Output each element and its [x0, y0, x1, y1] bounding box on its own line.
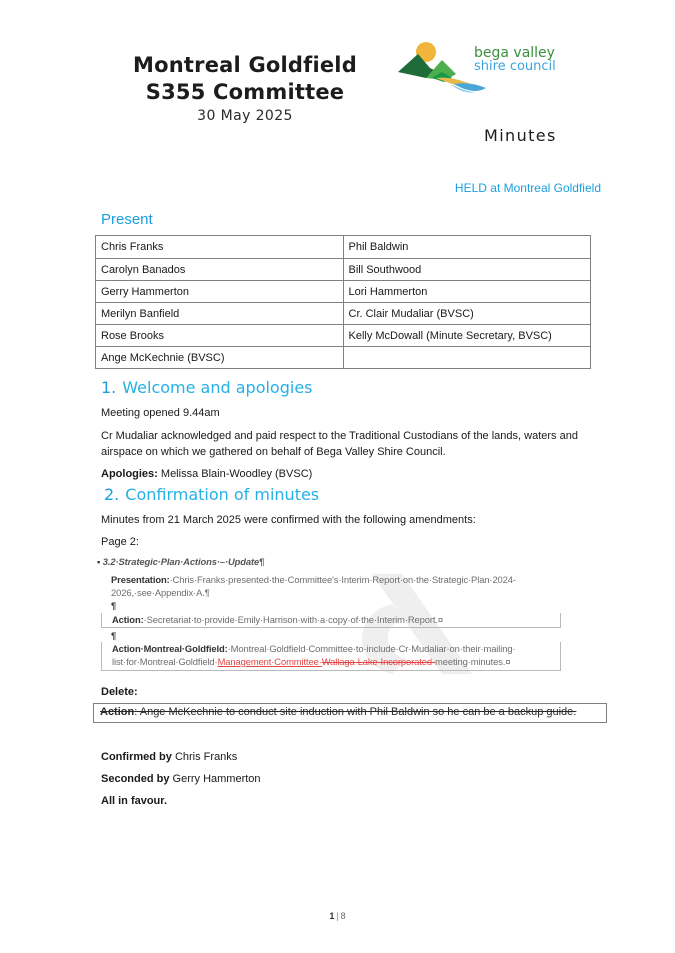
- table-row: [96, 281, 591, 303]
- presentation-text-1: ·Chris·Franks·presented·the·Committee's·Interim·Report·on·the·Strategic·Plan·2024-: [169, 574, 516, 585]
- action-1: [112, 614, 443, 625]
- attendee-cell: Phil Baldwin: [343, 236, 591, 259]
- section-2-number: 2.: [104, 485, 120, 504]
- tracked-deletion: Wallaga·Lake·Incorporated·: [321, 656, 436, 667]
- all-in-favour: All in favour.: [101, 795, 168, 807]
- logo-text-line-2: shire council: [474, 59, 556, 74]
- title-line-2: S355 Committee: [145, 80, 345, 104]
- apologies-label: Apologies:: [101, 468, 158, 480]
- confirmed-by-value: Chris Franks: [171, 751, 238, 763]
- action-1-box: [101, 613, 561, 628]
- attendee-cell: [343, 347, 591, 369]
- present-heading: Present: [101, 211, 153, 228]
- action-2-text-1: ·Montreal·Goldfield·Committee·to·include·Cr·Mudaliar·on·their·mailing·: [227, 643, 516, 654]
- action-2-line-1: [112, 643, 516, 654]
- meeting-date: 30 May 2025: [197, 108, 293, 124]
- action-2-suffix: meeting·minutes.¤: [435, 656, 511, 667]
- apologies: [101, 466, 312, 482]
- attendee-cell: Rose Brooks: [96, 325, 344, 347]
- section-2-title: Confirmation of minutes: [125, 485, 320, 504]
- attendee-cell: Merilyn Banfield: [96, 303, 344, 325]
- presentation-line-1: [111, 574, 516, 585]
- page-total: 8: [340, 911, 346, 921]
- table-row: [96, 259, 591, 281]
- action-2-box: [101, 642, 561, 671]
- deleted-action-label: Action: [100, 706, 135, 718]
- pilcrow-mark: ¶: [111, 630, 117, 641]
- seconded-by-label: Seconded by: [101, 773, 170, 785]
- section-1-number: 1.: [101, 378, 117, 397]
- deleted-action-text: : Ange McKechnie to conduct site induction with Phil Baldwin so he can be a backup guide.: [134, 706, 577, 718]
- table-row: [96, 325, 591, 347]
- apologies-value: Melissa Blain-Woodley (BVSC): [157, 468, 313, 480]
- section-2-heading: [104, 485, 319, 504]
- attendee-cell: Chris Franks: [96, 236, 344, 259]
- page-reference: Page 2:: [101, 536, 139, 548]
- attendee-cell: Bill Southwood: [343, 259, 591, 281]
- attendee-cell: Kelly McDowall (Minute Secretary, BVSC): [343, 325, 591, 347]
- attendee-cell: Gerry Hammerton: [96, 281, 344, 303]
- acknowledgement-of-country: Cr Mudaliar acknowledged and paid respect to the Traditional Custodians of the lands, waters and airspace on which we gathered on behalf of Bega Valley Shire Council.: [101, 430, 578, 458]
- held-at-location: HELD at Montreal Goldfield: [454, 181, 601, 195]
- delete-label: Delete:: [101, 686, 138, 698]
- excerpt-item-heading: [97, 556, 264, 567]
- attendee-cell: Ange McKechnie (BVSC): [96, 347, 344, 369]
- confirmed-by: [101, 749, 237, 765]
- action-2-prefix: list·for·Montreal·Goldfield·: [112, 656, 218, 667]
- tracked-changes-excerpt: [97, 554, 565, 680]
- attendee-cell: Cr. Clair Mudaliar (BVSC): [343, 303, 591, 325]
- section-1-title: Welcome and apologies: [122, 378, 313, 397]
- document-title-block: [100, 52, 390, 124]
- confirmed-by-label: Confirmed by: [101, 751, 172, 763]
- tracked-insertion: Management·Committee·: [217, 656, 322, 667]
- presentation-line-2: 2026,·see·Appendix·A.¶: [111, 587, 210, 598]
- document-type: Minutes: [484, 126, 557, 145]
- table-row: [96, 347, 591, 369]
- page-number: 1: [329, 911, 335, 921]
- section-1-heading: [101, 378, 313, 397]
- attendees-table: [95, 235, 591, 369]
- council-logo: [396, 38, 592, 96]
- deleted-action-box: [93, 703, 607, 723]
- item-heading-text: 3.2·Strategic·Plan·Actions·–·Update¶: [102, 556, 265, 567]
- action-2-label: Action·Montreal·Goldfield:: [112, 643, 228, 654]
- attendee-cell: Carolyn Banados: [96, 259, 344, 281]
- seconded-by-value: Gerry Hammerton: [169, 773, 261, 785]
- action-1-text: ·Secretariat·to·provide·Emily·Harrison·with·a·copy·of·the·Interim·Report.¤: [143, 614, 444, 625]
- pilcrow-mark: ¶: [111, 600, 117, 611]
- seconded-by: [101, 771, 261, 787]
- presentation-label: Presentation:: [111, 574, 170, 585]
- attendee-cell: Lori Hammerton: [343, 281, 591, 303]
- action-1-label: Action:: [112, 614, 144, 625]
- meeting-opened: Meeting opened 9.44am: [101, 407, 220, 419]
- table-row: [96, 236, 591, 259]
- page-footer: [0, 911, 675, 921]
- logo-text-line-1: bega valley: [474, 45, 555, 61]
- action-2-line-2: [112, 656, 510, 667]
- table-row: [96, 303, 591, 325]
- minutes-intro: Minutes from 21 March 2025 were confirmed with the following amendments:: [101, 514, 476, 526]
- bullet-icon: ▪: [97, 556, 103, 567]
- title-line-1: Montreal Goldfield: [133, 53, 357, 77]
- page-separator: |: [336, 911, 339, 921]
- logo-mountains-icon: [396, 38, 486, 96]
